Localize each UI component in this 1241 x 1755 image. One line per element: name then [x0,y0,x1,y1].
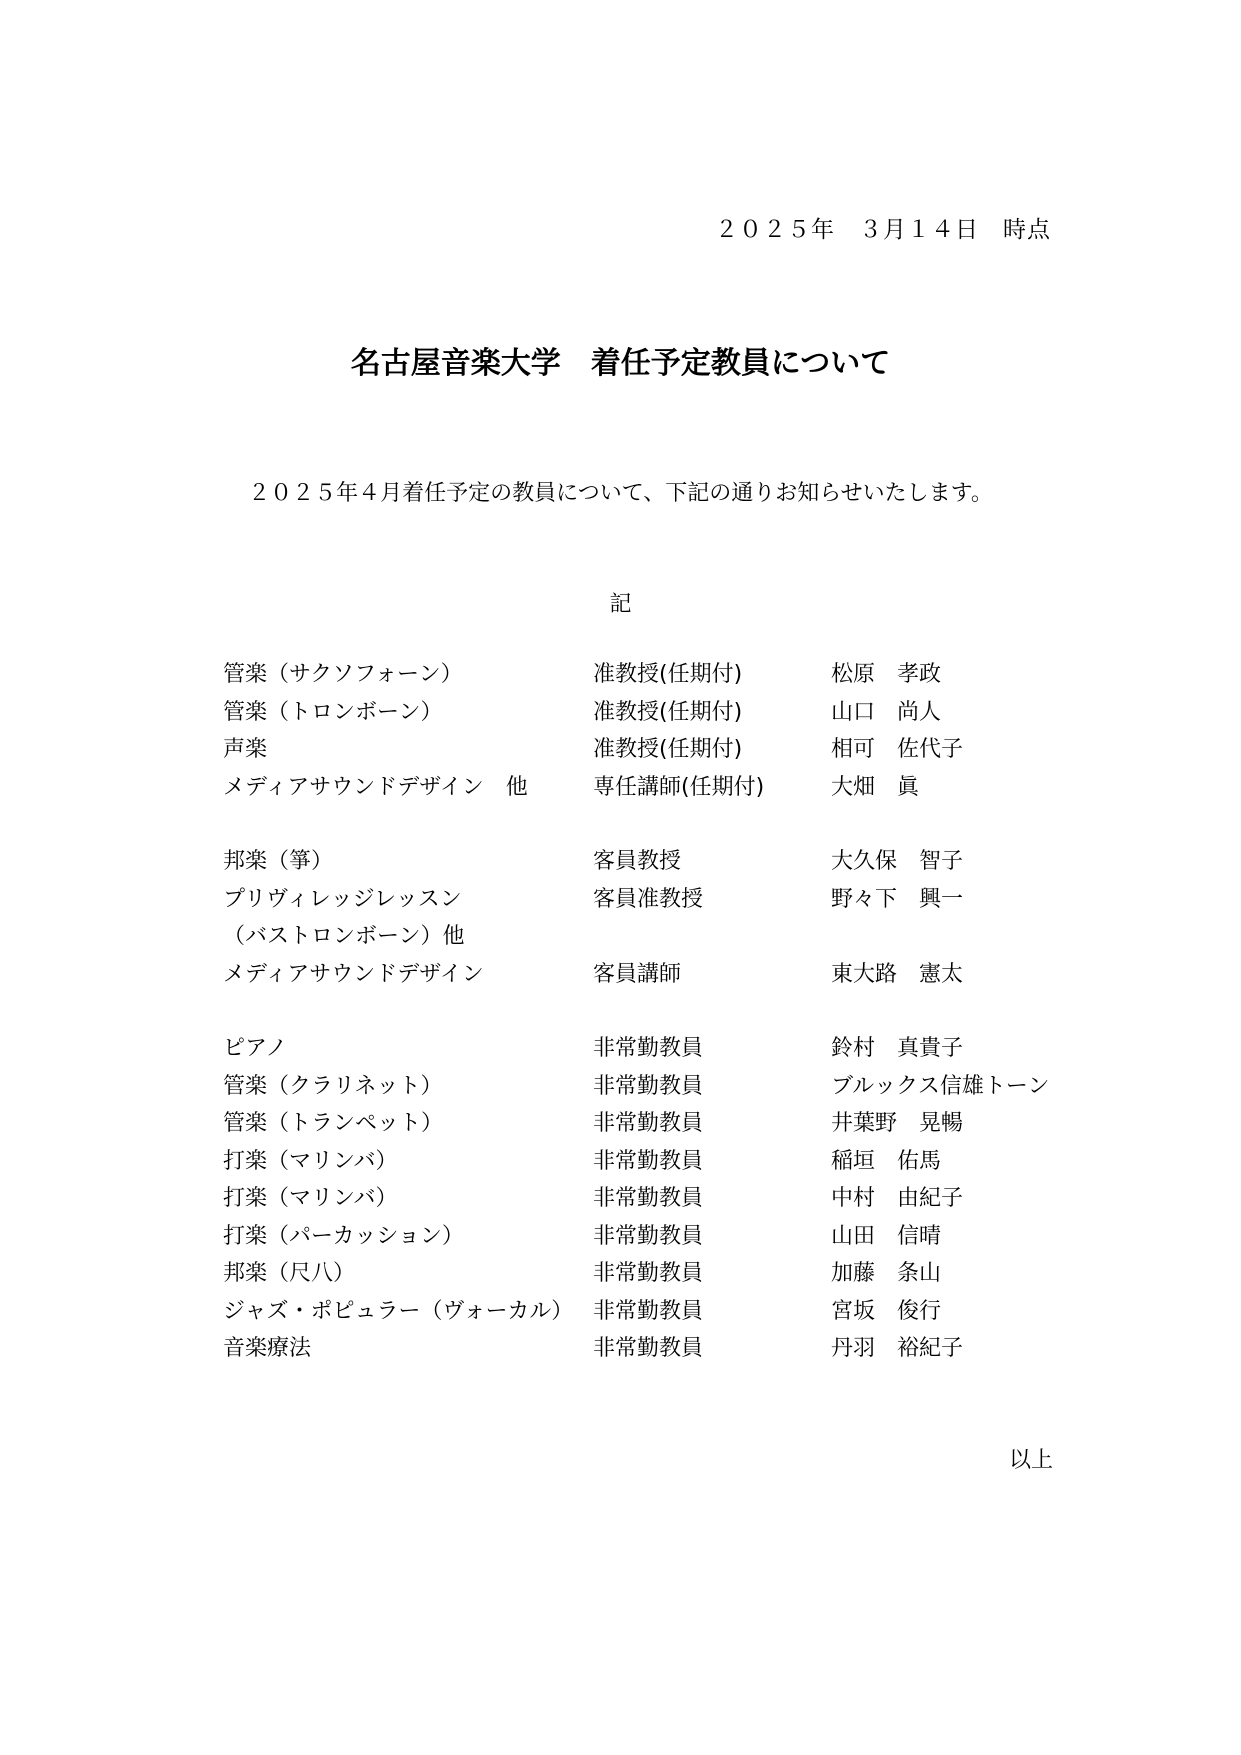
field-cell: メディアサウンドデザイン 他 [223,774,528,800]
field-cell: 管楽（トロンボーン） [223,699,443,725]
position-cell: 非常勤教員 [593,1036,704,1061]
faculty-list [223,656,1073,1405]
name-cell: 加藤 条山 [831,1261,942,1286]
faculty-row [223,1255,1073,1293]
name-cell: 稲垣 佑馬 [831,1148,942,1174]
position-cell: 非常勤教員 [593,1298,704,1324]
faculty-row [223,956,1073,994]
position-cell: 非常勤教員 [593,1148,704,1174]
position-cell: 客員教授 [593,849,682,874]
faculty-row [223,731,1073,769]
position-cell: 客員准教授 [593,886,704,912]
position-cell: 非常勤教員 [593,1111,704,1136]
ki-heading: 記 [609,592,632,617]
faculty-group-fulltime [223,656,1073,806]
faculty-row [223,1293,1073,1331]
field-cell: ピアノ [223,1036,288,1061]
name-cell: 丹羽 裕紀子 [831,1336,964,1361]
name-cell: 東大路 憲太 [831,961,964,987]
document-date: ２０２５年 ３月１４日 時点 [715,217,1051,243]
position-cell: 准教授(任期付) [593,737,743,762]
name-cell: 鈴村 真貴子 [831,1036,964,1061]
faculty-row [223,1143,1073,1181]
field-cell: 管楽（サクソフォーン） [223,662,463,687]
field-cell: 声楽 [223,737,268,762]
faculty-row [223,843,1073,881]
faculty-row [223,881,1073,919]
faculty-row [223,1105,1073,1143]
name-cell: 大畑 眞 [831,774,920,800]
field-cell: 管楽（クラリネット） [223,1073,443,1099]
name-cell: ブルックス信雄トーン [831,1073,1050,1099]
field-cell: 邦楽（箏） [223,849,334,874]
name-cell: 相可 佐代子 [831,737,964,762]
field-cell: プリヴィレッジレッスン [223,886,462,912]
position-cell: 准教授(任期付) [593,662,743,687]
position-cell: 非常勤教員 [593,1186,704,1211]
position-cell: 専任講師(任期付) [593,774,765,800]
position-cell: 非常勤教員 [593,1223,704,1249]
faculty-row [223,1030,1073,1068]
field-cell: 打楽（パーカッション） [223,1223,464,1249]
faculty-group-visiting [223,843,1073,993]
field-cell: 管楽（トランペット） [223,1111,444,1136]
field-cell: 打楽（マリンバ） [223,1148,398,1174]
name-cell: 松原 孝政 [831,662,942,687]
field-cell: メディアサウンドデザイン [223,961,484,987]
name-cell: 中村 由紀子 [831,1186,964,1211]
field-cell: 音楽療法 [223,1336,312,1361]
position-cell: 非常勤教員 [593,1261,704,1286]
name-cell: 山口 尚人 [831,699,942,725]
field-cell: 邦楽（尺八） [223,1261,356,1286]
name-cell: 宮坂 俊行 [831,1298,942,1324]
faculty-row [223,1068,1073,1106]
name-cell: 野々下 興一 [831,886,964,912]
field-cell: 打楽（マリンバ） [223,1186,398,1211]
field-cell: （バストロンボーン）他 [223,924,465,949]
name-cell: 大久保 智子 [831,849,964,874]
name-cell: 山田 信晴 [831,1223,942,1249]
field-cell: ジャズ・ポピュラー（ヴォーカル） [223,1298,574,1324]
position-cell: 非常勤教員 [593,1073,704,1099]
faculty-row [223,1218,1073,1256]
closing-text: 以上 [1008,1448,1053,1473]
faculty-row [223,1180,1073,1218]
faculty-row [223,656,1073,694]
faculty-row [223,1330,1073,1368]
position-cell: 非常勤教員 [593,1336,704,1361]
position-cell: 客員講師 [593,961,682,987]
document-title: 名古屋音楽大学 着任予定教員について [350,346,891,381]
position-cell: 准教授(任期付) [593,699,743,725]
faculty-row [223,769,1073,807]
faculty-row [223,918,1073,956]
name-cell: 井葉野 晃暢 [831,1111,964,1136]
intro-text: ２０２５年４月着任予定の教員について、下記の通りお知らせいたします。 [248,481,993,506]
faculty-group-parttime [223,1030,1073,1368]
faculty-row [223,694,1073,732]
